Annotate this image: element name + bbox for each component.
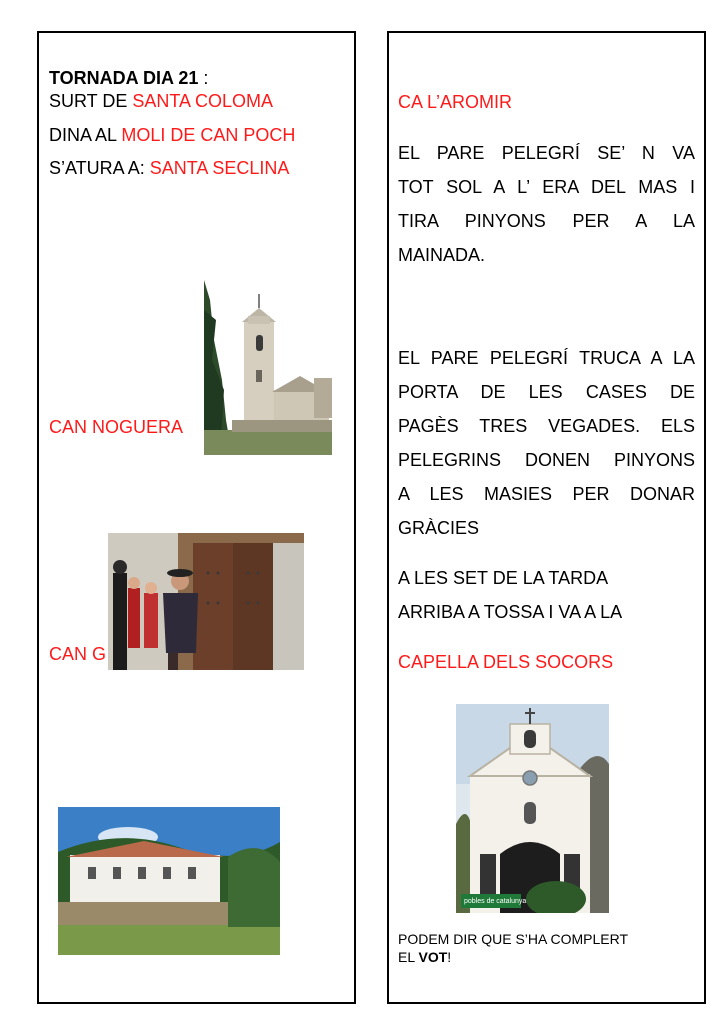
paragraph-line: A LES MASIES PER DONAR xyxy=(398,484,695,504)
atura-line: S’ATURA A: SANTA SECLINA xyxy=(49,158,290,178)
paragraph-line: PAGÈS TRES VEGADES. ELS xyxy=(398,416,695,436)
paragraph-line: PELEGRINS DONEN PINYONS xyxy=(398,450,695,470)
surt-line: SURT DE SANTA COLOMA xyxy=(49,91,274,111)
paragraph-line: TOT SOL A L’ ERA DEL MAS I xyxy=(398,177,695,197)
masia-farmhouse-photo xyxy=(58,807,280,955)
tarda-line: A LES SET DE LA TARDA xyxy=(398,568,609,588)
podem-line2: EL VOT! xyxy=(398,949,452,965)
paragraph-pinyons xyxy=(398,136,695,272)
can-noguera-label: CAN NOGUERA xyxy=(49,417,184,437)
paragraph-line: TIRA PINYONS PER A LA xyxy=(398,211,695,231)
capella-label: CAPELLA DELS SOCORS xyxy=(398,652,614,672)
capella-socors-photo xyxy=(456,704,609,913)
paragraph-line: GRÀCIES xyxy=(398,518,480,538)
paragraph-line: EL PARE PELEGRÍ SE’ N VA xyxy=(398,143,695,163)
paragraph-line: EL PARE PELEGRÍ TRUCA A LA xyxy=(398,348,695,368)
paragraph-line: PORTA DE LES CASES DE xyxy=(398,382,695,402)
paragraph-line: MAINADA. xyxy=(398,245,486,265)
pilgrims-door-photo xyxy=(108,533,304,670)
watermark-text: pobles de catalunya xyxy=(464,898,527,905)
tornada-heading: TORNADA DIA 21 : xyxy=(49,68,209,88)
ca-laromir-label: CA L’AROMIR xyxy=(398,92,513,112)
tossa-line: ARRIBA A TOSSA I VA A LA xyxy=(398,602,623,622)
dina-line: DINA AL MOLI DE CAN POCH xyxy=(49,125,296,145)
can-g-label: CAN G xyxy=(49,644,107,664)
paragraph-truca xyxy=(398,341,695,545)
santa-seclina-church-photo xyxy=(204,280,332,455)
podem-line1: PODEM DIR QUE S’HA COMPLERT xyxy=(398,931,629,947)
